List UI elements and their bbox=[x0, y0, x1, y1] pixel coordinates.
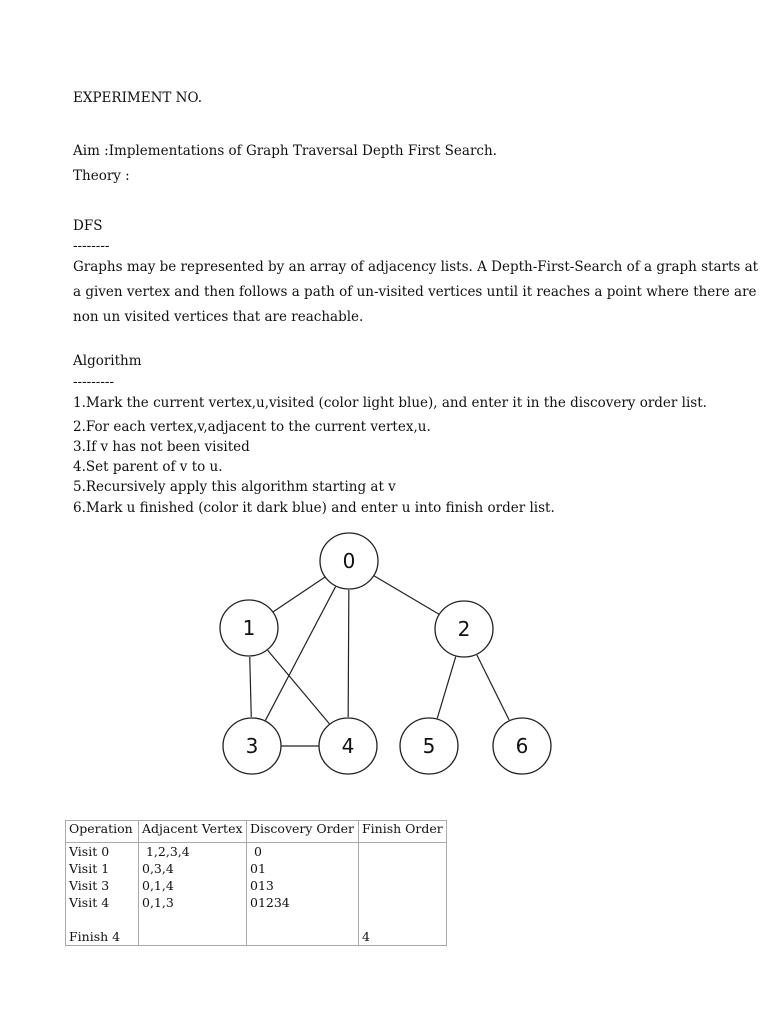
algorithm-step-1: 1.Mark the current vertex,u,visited (color light blue), and enter it in the discovery order list. bbox=[73, 395, 707, 411]
graph-node-label: 2 bbox=[457, 617, 471, 641]
dfs-rule: -------- bbox=[73, 238, 110, 254]
graph-node-5 bbox=[400, 718, 458, 774]
algorithm-step-3: 3.If v has not been visited bbox=[73, 439, 250, 455]
algorithm-step-6: 6.Mark u finished (color it dark blue) and enter u into finish order list. bbox=[73, 500, 555, 516]
algorithm-step-2: 2.For each vertex,v,adjacent to the current vertex,u. bbox=[73, 419, 431, 435]
graph-node-label: 3 bbox=[245, 734, 259, 758]
graph-node-label: 6 bbox=[515, 734, 529, 758]
graph-node-3 bbox=[223, 718, 281, 774]
adjacent-vertex-cell: 1,2,3,4 0,3,4 0,1,4 0,1,3 bbox=[139, 843, 247, 946]
experiment-heading: EXPERIMENT NO. bbox=[73, 90, 203, 106]
graph-node-label: 4 bbox=[341, 734, 355, 758]
graph-node-1 bbox=[220, 600, 278, 656]
graph-node-6 bbox=[493, 718, 551, 774]
graph-node-0 bbox=[320, 533, 378, 589]
discovery-order-cell: 0 01 013 01234 bbox=[247, 843, 359, 946]
graph-node-4 bbox=[319, 718, 377, 774]
graph-edge-2-5 bbox=[437, 657, 455, 718]
dfs-title: DFS bbox=[73, 218, 103, 234]
graph-edge-1-4 bbox=[268, 650, 330, 724]
graph-diagram bbox=[0, 520, 768, 810]
header-discovery-order: Discovery Order bbox=[247, 821, 359, 843]
algorithm-rule: --------- bbox=[73, 374, 115, 390]
algorithm-step-5: 5.Recursively apply this algorithm starting at v bbox=[73, 479, 396, 495]
graph-node-2 bbox=[435, 601, 493, 657]
header-operation: Operation bbox=[66, 821, 139, 843]
header-adjacent-vertex: Adjacent Vertex bbox=[139, 821, 247, 843]
operations-table bbox=[65, 820, 447, 946]
graph-node-label: 0 bbox=[342, 549, 356, 573]
aim-line: Aim :Implementations of Graph Traversal Depth First Search. bbox=[73, 143, 497, 159]
graph-node-label: 1 bbox=[242, 616, 256, 640]
paragraph-line-3: non un visited vertices that are reachable. bbox=[73, 309, 364, 325]
graph-node-label: 5 bbox=[422, 734, 436, 758]
graph-edge-0-4 bbox=[348, 590, 349, 717]
paragraph-line-1: Graphs may be represented by an array of adjacency lists. A Depth-First-Search of a graph starts at bbox=[73, 259, 759, 275]
finish-order-cell: 4 bbox=[359, 843, 447, 946]
graph-edge-0-3 bbox=[265, 587, 335, 721]
theory-label: Theory : bbox=[73, 168, 130, 184]
table-header-row bbox=[66, 821, 447, 843]
algorithm-step-4: 4.Set parent of v to u. bbox=[73, 459, 223, 475]
algorithm-title: Algorithm bbox=[73, 353, 142, 369]
graph-edge-2-6 bbox=[477, 655, 509, 720]
table-row bbox=[66, 843, 447, 946]
graph-edge-0-1 bbox=[273, 577, 325, 612]
graph-edge-0-2 bbox=[374, 576, 439, 614]
graph-edge-1-3 bbox=[250, 657, 252, 717]
operation-cell: Visit 0 Visit 1 Visit 3 Visit 4 Finish 4 bbox=[66, 843, 139, 946]
header-finish-order: Finish Order bbox=[359, 821, 447, 843]
paragraph-line-2: a given vertex and then follows a path of un-visited vertices until it reaches a point where there are bbox=[73, 284, 757, 300]
